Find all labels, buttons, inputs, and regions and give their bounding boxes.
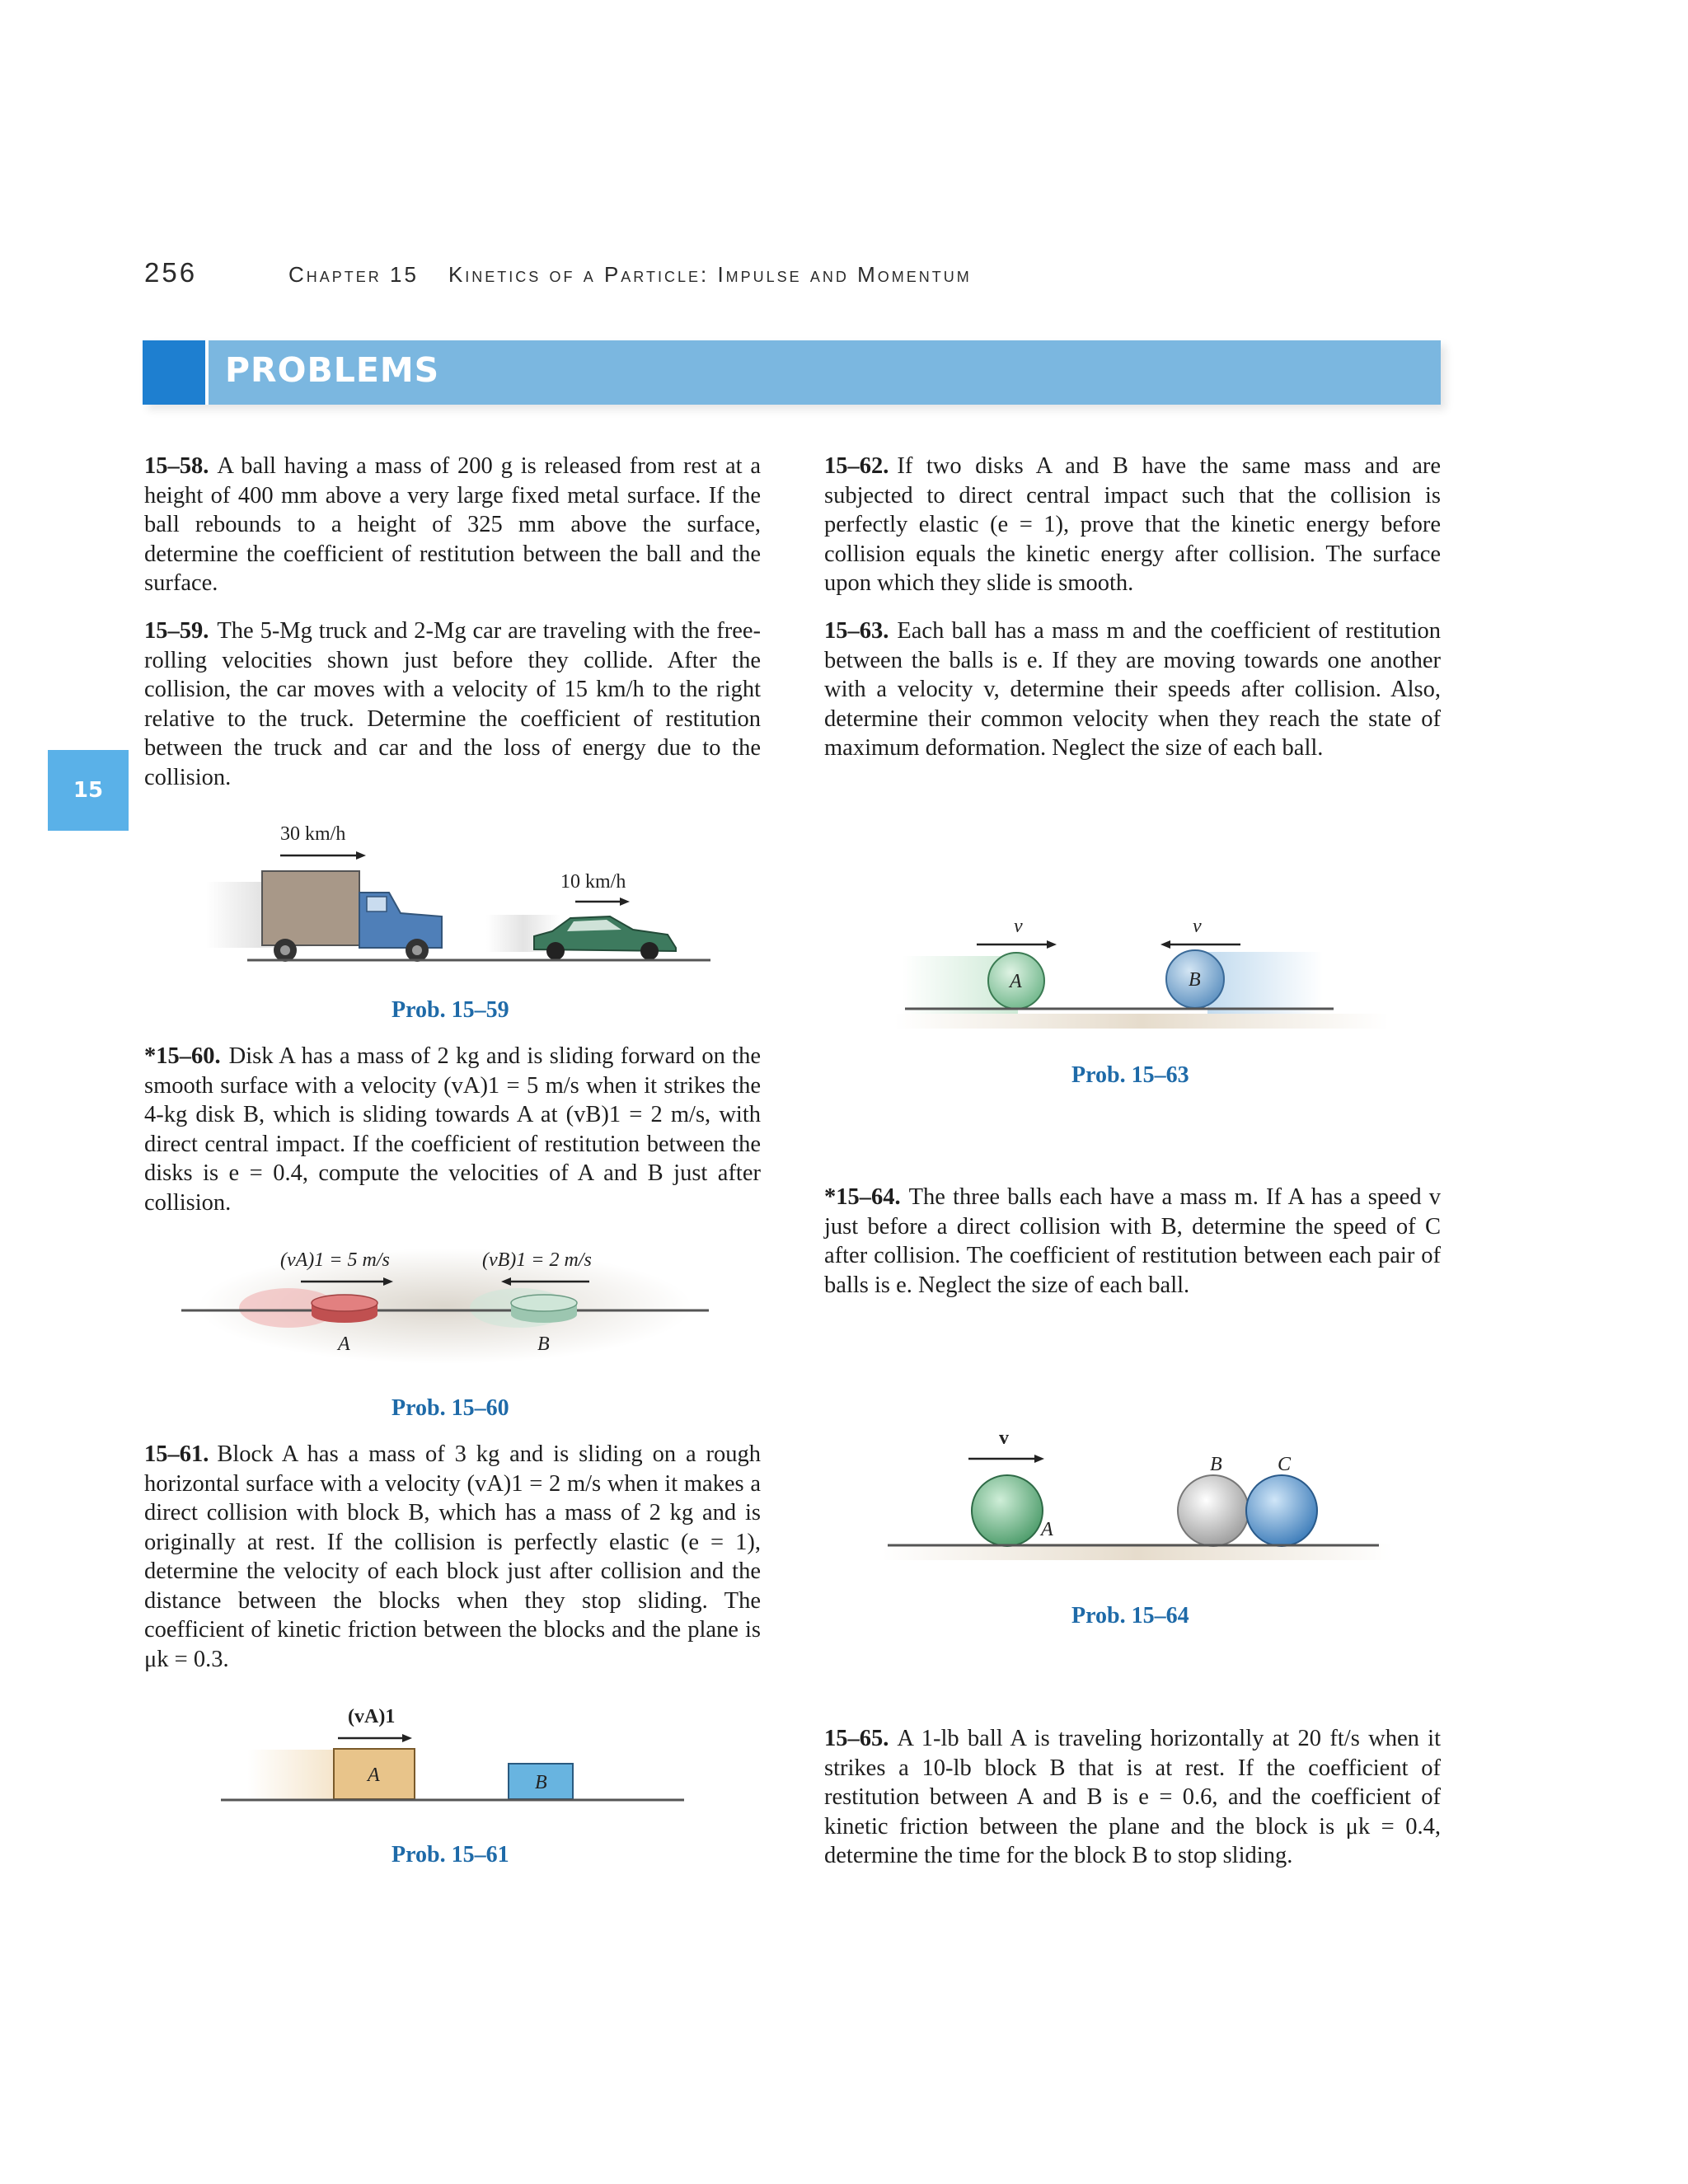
problem-15-58: [144, 452, 761, 598]
problem-text: The three balls each have a mass m. If A has a speed v just before a direct collision with B, determine the speed of C after collision. The coefficient of restitution between each pair of balls is e. Neglect the size of each ball.: [824, 1184, 1441, 1298]
figure-15-60: [181, 1240, 709, 1372]
block-a-motion-blur: [247, 1750, 346, 1799]
problem-number: 15–61.: [144, 1441, 209, 1467]
ball-b-velocity-label: v: [1193, 916, 1202, 937]
block-b-label: B: [535, 1772, 547, 1793]
chapter-label: Chapter 15: [288, 262, 419, 287]
disk-a: [312, 1295, 377, 1311]
problem-number: 15–59.: [144, 618, 209, 644]
problem-text: Each ball has a mass m and the coefficient of restitution between the balls is e. If they are moving towards one another with a velocity v, determine their speeds after collision. Also, determine their common velocity when they reach the state of maximum deformation. Neglect the size of each ball.: [824, 618, 1441, 761]
problem-text: A ball having a mass of 200 g is released from rest at a height of 400 mm above a very large fixed metal surface. If the ball rebounds to a height of 325 mm above the surface, determine the coefficient of restitution between the ball and the surface.: [144, 453, 761, 596]
ball-c: [1246, 1475, 1317, 1546]
car-rear-wheel: [546, 942, 565, 960]
problem-text: A 1-lb ball A is traveling horizontally at 20 ft/s when it strikes a 10-lb block B that is at rest. If the coefficient of restitution between A and B is e = 0.6, and the coefficient of kinetic friction between the plane and the block is μk = 0.4, determine the time for the block B to stop sliding.: [824, 1726, 1441, 1868]
ball-c-label: C: [1278, 1454, 1292, 1475]
problem-15-62: [824, 452, 1441, 598]
ball-a-velocity-label: v: [1014, 916, 1023, 937]
block-a-label: A: [368, 1765, 380, 1786]
car-front-wheel: [640, 942, 659, 960]
truck-box: [262, 871, 359, 945]
ball-b: [1178, 1475, 1249, 1546]
problem-number: 15–63.: [824, 618, 889, 644]
problem-15-64: [824, 1183, 1441, 1300]
disk-a-label: A: [338, 1333, 350, 1355]
car-arrowhead: [620, 898, 630, 906]
banner-title: PROBLEMS: [225, 350, 440, 390]
problem-15-60: [144, 1042, 761, 1217]
banner-accent-square: [143, 340, 205, 405]
figure-15-64: [882, 1424, 1393, 1564]
figure-15-63: [894, 915, 1389, 1047]
truck-arrowhead: [356, 851, 366, 860]
disk-b: [511, 1295, 577, 1311]
va-label: (vA)1: [348, 1706, 396, 1727]
caption-15-61: Prob. 15–61: [392, 1842, 509, 1868]
problem-15-65: [824, 1724, 1441, 1871]
problem-text: Disk A has a mass of 2 kg and is sliding forward on the smooth surface with a velocity (vA)1 = 5 m/s when it strikes the 4-kg disk B, which is sliding towards A at (vB)1 = 2 m/s, with direct central impact. If the coefficient of restitution between the disks is e = 0.4, compute the velocities of A and B just after collision.: [144, 1043, 761, 1216]
car-speed-label: 10 km/h: [560, 871, 626, 893]
vb-label: (vB)1 = 2 m/s: [482, 1249, 592, 1271]
problem-text: Block A has a mass of 3 kg and is sliding on a rough horizontal surface with a velocity (vA)1 = 2 m/s when it makes a direct collision with block B, which has a mass of 2 kg and is originally at rest. If the collision is perfectly elastic (e = 1), determine the velocity of each block just after collision and the distance between the blocks when they stop sliding. The coefficient of kinetic friction between the blocks and the plane is μk = 0.3.: [144, 1441, 761, 1672]
banner-separator: [205, 340, 209, 405]
chapter-title: Kinetics of a Particle: Impulse and Momentum: [448, 262, 972, 287]
chapter-tab: 15: [48, 750, 129, 831]
ball-a-label: A: [1010, 971, 1022, 992]
problem-number: *15–64.: [824, 1184, 901, 1210]
caption-15-63: Prob. 15–63: [1071, 1062, 1189, 1088]
velocity-label: v: [999, 1427, 1009, 1449]
caption-15-64: Prob. 15–64: [1071, 1603, 1189, 1629]
ball-b-motion-blur: [1207, 952, 1323, 1014]
problem-number: 15–58.: [144, 453, 209, 479]
problem-number: 15–65.: [824, 1726, 889, 1751]
running-header: [288, 262, 972, 288]
ground-shade: [894, 1014, 1389, 1029]
problem-number: *15–60.: [144, 1043, 221, 1069]
problem-number: 15–62.: [824, 453, 889, 479]
disk-b-label: B: [537, 1333, 550, 1355]
problem-15-61: [144, 1440, 761, 1674]
problem-text: The 5-Mg truck and 2-Mg car are traveling with the free-rolling velocities shown just before they collide. After the collision, the car moves with a velocity of 15 km/h to the right relative to the truck. Determine the coefficient of restitution between the truck and car and the loss of energy due to the collision.: [144, 618, 761, 790]
ball-b-label: B: [1210, 1454, 1222, 1475]
truck-window: [367, 897, 387, 912]
figure-15-59: [198, 816, 725, 981]
caption-15-59: Prob. 15–59: [392, 997, 509, 1023]
problem-15-63: [824, 616, 1441, 763]
problem-15-59: [144, 616, 761, 792]
figure-15-61: [214, 1702, 692, 1817]
ball-a-label: A: [1041, 1519, 1053, 1540]
ball-a: [972, 1475, 1043, 1546]
ball-b-label: B: [1189, 969, 1201, 991]
va-label: (vA)1 = 5 m/s: [280, 1249, 390, 1271]
problem-text: If two disks A and B have the same mass and are subjected to direct central impact such that the collision is perfectly elastic (e = 1), prove that the kinetic energy before collision equals the kinetic energy after collision. The surface upon which they slide is smooth.: [824, 453, 1441, 596]
page-number: 256: [144, 257, 198, 288]
truck-speed-label: 30 km/h: [280, 823, 346, 845]
caption-15-60: Prob. 15–60: [392, 1395, 509, 1421]
